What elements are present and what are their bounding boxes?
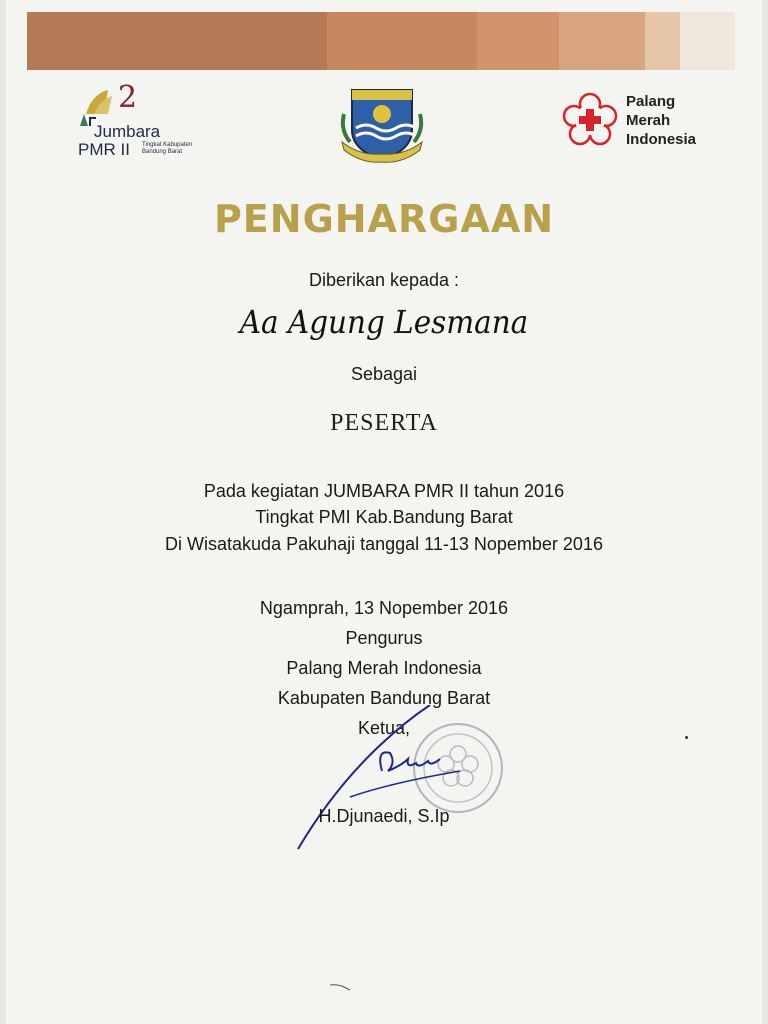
banner-segment xyxy=(27,12,327,70)
pmi-line3: Indonesia xyxy=(626,131,697,148)
org-line-3: Kabupaten Bandung Barat xyxy=(277,688,491,708)
event-line-3: Di Wisatakuda Pakuhaji tanggal 11-13 Nopember 2016 xyxy=(165,534,603,554)
signature-icon xyxy=(290,705,490,855)
red-cross-flower-icon xyxy=(562,92,618,148)
jumbara-pmr: PMR II xyxy=(78,140,130,159)
pmi-line2: Merah xyxy=(626,112,671,129)
banner-segment xyxy=(645,12,680,70)
jumbara-subtitle-line1: Tingkat Kabupaten xyxy=(142,142,193,148)
recipient-name: Aa Agung Lesmana xyxy=(239,303,529,341)
given-to-label: Diberikan kepada : xyxy=(308,270,460,290)
banner-segment xyxy=(477,12,559,70)
banner-segment xyxy=(680,12,735,70)
paper-speck xyxy=(685,736,688,739)
org-line-1: Pengurus xyxy=(345,628,423,648)
recipient-role: PESERTA xyxy=(330,410,438,436)
banner-segment xyxy=(559,12,645,70)
pmi-line1: Palang xyxy=(626,93,676,110)
certificate-title: PENGHARGAAN xyxy=(213,197,555,241)
banner-segment xyxy=(327,12,477,70)
event-line-1: Pada kegiatan JUMBARA PMR II tahun 2016 xyxy=(203,481,565,501)
pmi-logo-text xyxy=(626,92,696,149)
signer-position: Ketua, xyxy=(357,718,411,738)
signer-name: H.Djunaedi, S.Ip xyxy=(318,806,450,826)
as-label: Sebagai xyxy=(350,364,418,384)
pmi-logo xyxy=(562,92,722,152)
event-line-2: Tingkat PMI Kab.Bandung Barat xyxy=(255,507,513,527)
jumbara-word: Jumbara xyxy=(94,122,161,141)
top-color-banner xyxy=(27,12,735,70)
bandung-barat-coat-of-arms-icon xyxy=(340,84,424,164)
paper-mark-icon xyxy=(330,982,354,992)
org-line-2: Palang Merah Indonesia xyxy=(286,658,482,678)
jumbara-logo xyxy=(78,80,198,166)
jumbara-subtitle xyxy=(142,142,202,156)
jumbara-subtitle-line2: Bandung Barat xyxy=(142,149,183,155)
jumbara-number: 2 xyxy=(118,80,138,115)
place-date: Ngamprah, 13 Nopember 2016 xyxy=(259,598,509,618)
